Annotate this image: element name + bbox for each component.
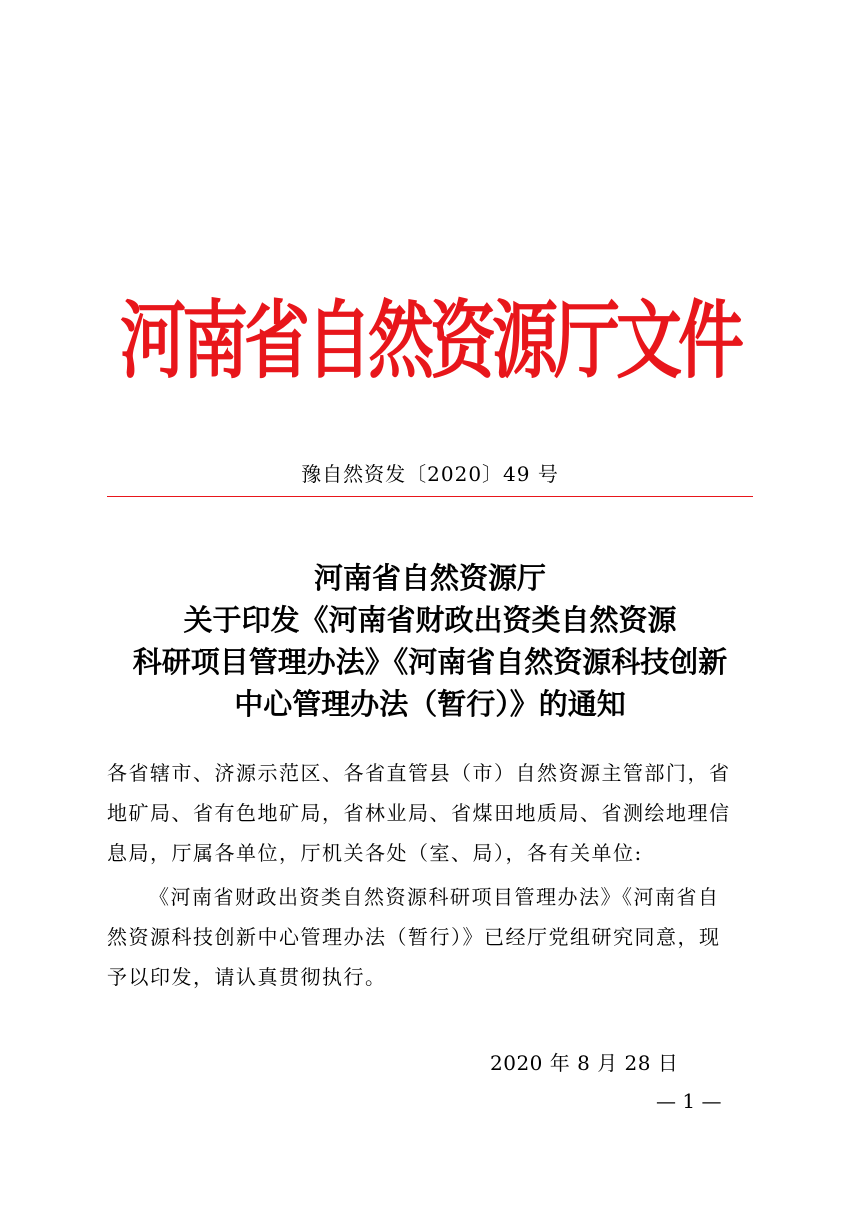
title-line: 关于印发《河南省财政出资类自然资源	[183, 603, 677, 637]
addressee-block	[107, 753, 757, 873]
body-paragraph	[107, 877, 757, 997]
addressee-line: 各省辖市、济源示范区、各省直管县（市）自然资源主管部门，省	[107, 761, 731, 785]
body-line: 予以印发，请认真贯彻执行。	[107, 965, 387, 989]
red-header-title: 河南省自然资源厅文件	[120, 290, 740, 391]
document-number: 豫自然资发〔2020〕49 号	[301, 462, 559, 486]
issue-date: 2020 年 8 月 28 日	[490, 1051, 679, 1075]
body-line: 《河南省财政出资类自然资源科研项目管理办法》《河南省自	[149, 885, 720, 909]
title-line: 科研项目管理办法》《河南省自然资源科技创新	[132, 645, 728, 679]
addressee-line: 地矿局、省有色地矿局，省林业局、省煤田地质局、省测绘地理信	[107, 801, 731, 825]
addressee-line: 息局，厅属各单位，厅机关各处（室、局），各有关单位:	[107, 841, 643, 865]
title-line: 河南省自然资源厅	[313, 561, 546, 595]
notice-title	[60, 557, 800, 725]
page-number: — 1 —	[656, 1089, 722, 1113]
body-line: 然资源科技创新中心管理办法（暂行）》已经厅党组研究同意，现	[107, 925, 721, 949]
title-line: 中心管理办法（暂行）》的通知	[234, 687, 626, 721]
red-divider-line	[107, 496, 753, 497]
